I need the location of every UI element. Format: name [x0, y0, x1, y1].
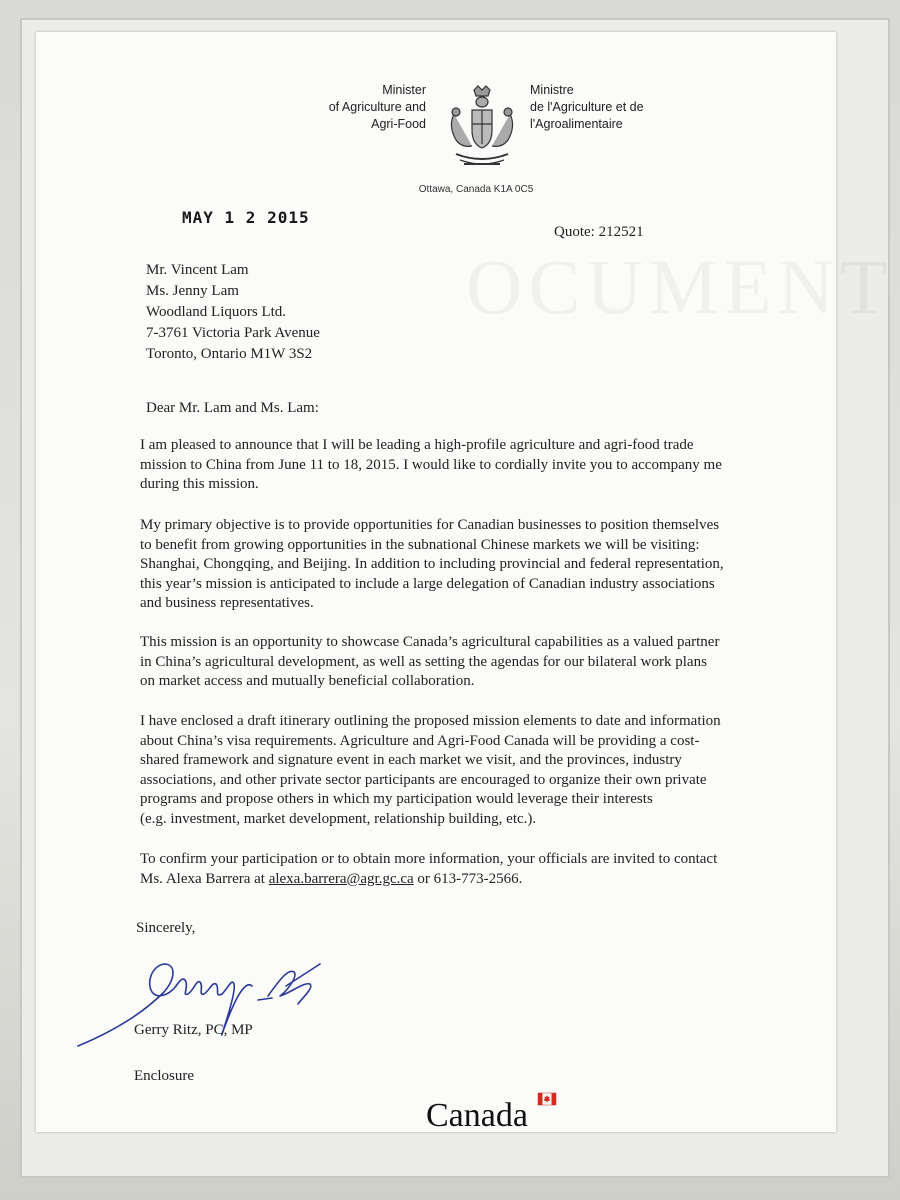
paragraph-line: about China’s visa requirements. Agriculture and Agri-Food Canada will be providing a cost-: [140, 732, 700, 749]
wordmark-text: Canada: [426, 1097, 528, 1134]
date-stamp: MAY 1 2 2015: [182, 208, 310, 227]
coat-of-arms-icon: [444, 84, 520, 170]
paragraph-line: I am pleased to announce that I will be leading a high-profile agriculture and agri-food trade: [140, 437, 694, 453]
paragraph-2: [140, 516, 840, 614]
paragraph-3: [140, 633, 840, 692]
paragraph-line: during this mission.: [140, 476, 259, 492]
recipient-line: 7-3761 Victoria Park Avenue: [146, 325, 320, 341]
ministry-fr-line-1: Ministre: [530, 83, 574, 97]
enclosure-note: Enclosure: [134, 1068, 194, 1084]
signer-name: Gerry Ritz, PC, MP: [134, 1022, 253, 1038]
paragraph-line: This mission is an opportunity to showcase Canada’s agricultural capabilities as a valued partner: [140, 634, 720, 650]
paragraph-line: in China’s agricultural development, as well as setting the agendas for our bilateral work plans: [140, 653, 707, 670]
canada-wordmark-logo: [424, 1090, 564, 1134]
email-link[interactable]: alexa.barrera@agr.gc.ca: [268, 870, 414, 887]
paragraph-line: mission to China from June 11 to 18, 2015. I would like to cordially invite you to accompany me: [140, 456, 722, 473]
document-watermark: [466, 242, 894, 332]
paragraph-line: on market access and mutually beneficial collaboration.: [140, 673, 475, 689]
recipient-line: Mr. Vincent Lam: [146, 262, 249, 278]
recipient-line: Ms. Jenny Lam: [146, 283, 239, 299]
paragraph-5: [140, 850, 840, 889]
contact-phone-text: or 613-773-2566.: [413, 870, 523, 887]
recipient-line: Woodland Liquors Ltd.: [146, 304, 287, 320]
paragraph-line: Shanghai, Chongqing, and Beijing. In addition to including provincial and federal representation,: [140, 556, 724, 572]
paragraph-line: associations, and other private sector participants are encouraged to organize their own private: [140, 771, 707, 788]
paragraph-line: this year’s mission is anticipated to include a large delegation of Canadian industry associations: [140, 575, 715, 592]
ministry-en-line-1: Minister: [382, 83, 426, 97]
paragraph-line: programs and propose others in which my participation would leverage their interests: [140, 791, 653, 807]
ministry-en-line-2: of Agriculture and: [328, 100, 426, 114]
ministry-name-french: [530, 82, 750, 133]
contact-name-text: Ms. Alexa Barrera at: [140, 870, 269, 887]
paragraph-line: and business representatives.: [140, 595, 314, 611]
paragraph-line: (e.g. investment, market development, relationship building, etc.).: [140, 810, 537, 827]
paragraph-4: [140, 712, 840, 829]
paragraph-line: to benefit from growing opportunities in the subnational Chinese markets we will be visiting:: [140, 536, 700, 553]
ministry-fr-line-3: l'Agroalimentaire: [530, 117, 623, 131]
paragraph-line: To confirm your participation or to obtain more information, your officials are invited to contact: [140, 851, 718, 867]
ministry-en-line-3: Agri-Food: [371, 117, 426, 131]
paragraph-1: [140, 436, 840, 495]
paragraph-line: shared framework and signature event in each market we visit, and the provinces, industry: [140, 752, 682, 768]
paragraph-line: I have enclosed a draft itinerary outlining the proposed mission elements to date and information: [140, 713, 721, 729]
quote-number: Quote: 212521: [554, 224, 644, 240]
ministry-name-english: [236, 82, 426, 133]
ministry-fr-line-2: de l'Agriculture et de: [530, 100, 644, 114]
salutation: Dear Mr. Lam and Ms. Lam:: [146, 400, 319, 416]
paragraph-line: [140, 870, 840, 890]
ministry-address: Ottawa, Canada K1A 0C5: [418, 184, 534, 195]
paragraph-line: My primary objective is to provide opportunities for Canadian businesses to position themselves: [140, 517, 720, 533]
recipient-line: Toronto, Ontario M1W 3S2: [146, 346, 313, 362]
closing: Sincerely,: [136, 920, 196, 936]
recipient-address-block: [146, 260, 320, 365]
canada-flag-icon: [538, 1093, 556, 1105]
letter-page: [36, 32, 836, 1132]
